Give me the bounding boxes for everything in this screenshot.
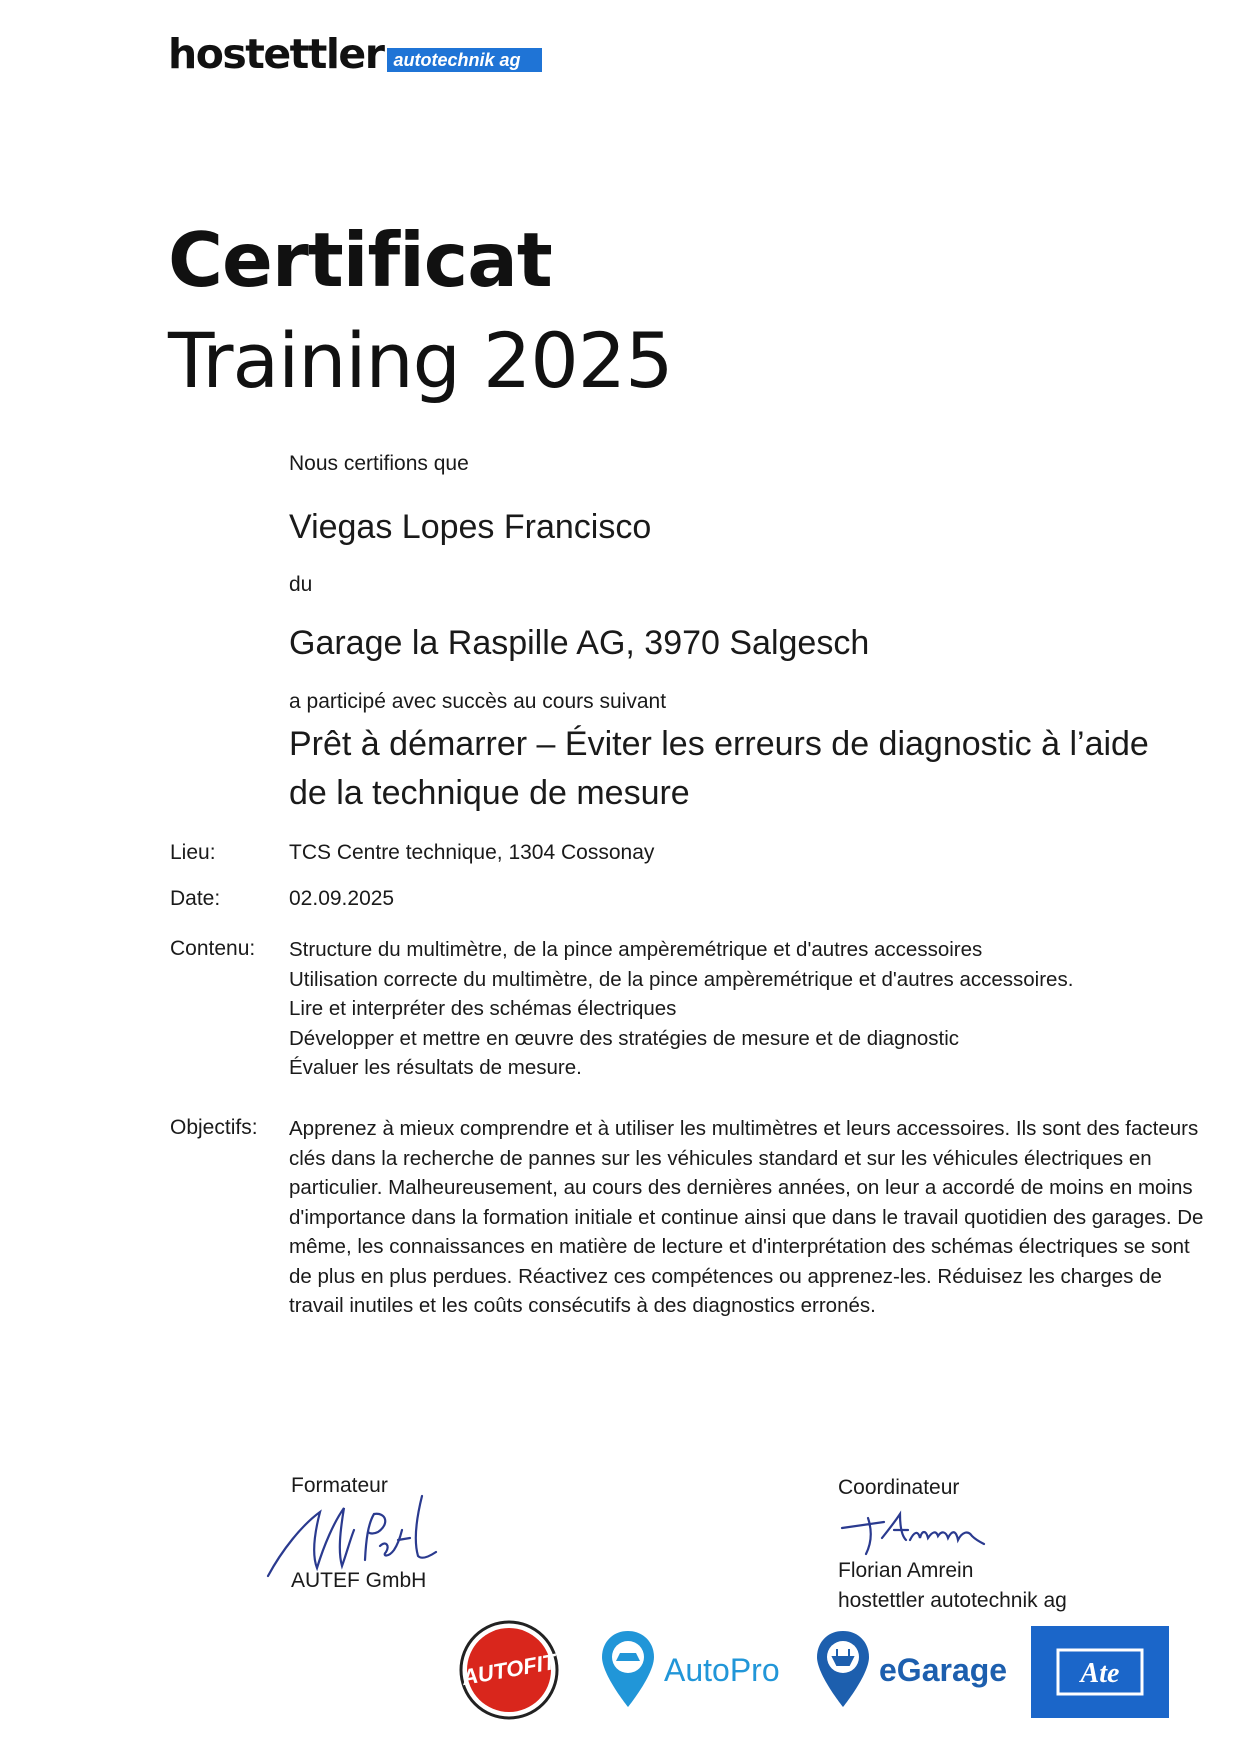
content-item: Évaluer les résultats de mesure. [289, 1056, 582, 1079]
intro-text: Nous certifions que [289, 452, 469, 475]
egarage-name: eGarage [879, 1651, 1008, 1688]
participation-text: a participé avec succès au cours suivant [289, 690, 667, 713]
svg-text:Ate: Ate [1080, 1658, 1120, 1689]
of-label: du [289, 573, 313, 596]
content-item: Développer et mettre en œuvre des stratégies de mesure et de diagnostic [289, 1026, 960, 1050]
ate-emblem [1050, 1642, 1150, 1702]
participant-name: Viegas Lopes Francisco [289, 508, 652, 546]
content-item: Utilisation correcte du multimètre, de la pince ampèremétrique et d'autres accessoires. [289, 967, 1074, 991]
content-list [289, 935, 1209, 1083]
coordinator-label: Coordinateur [838, 1476, 960, 1499]
autopro-name: AutoPro [664, 1651, 780, 1688]
location-pin-icon [600, 1629, 656, 1711]
location-value: TCS Centre technique, 1304 Cossonay [289, 841, 655, 864]
coordinator-name: Florian Amrein [838, 1559, 974, 1582]
ate-logo [1031, 1626, 1169, 1718]
objectives-text: Apprenez à mieux comprendre et à utiliser les multimètres et leurs accessoires. Ils sont des facteurs clés dans la recherche de pannes sur les véhicules standard et sur les véhicules électriques en particulier. Malheureusement, au cours des dernières années, on leur a accordé de moins en moins d'importance dans la formation initiale et continue ainsi que dans le travail quotidien des garages. De même, les connaissances en matière de lecture et d'interprétation des schémas électriques se sont de plus en plus perdues. Réactivez ces compétences ou apprenez-les. Réduisez les charges de travail inutiles et les coûts consécutifs à des diagnostics erronés. [289, 1117, 1204, 1317]
company-name: Garage la Raspille AG, 3970 Salgesch [289, 624, 870, 662]
trainer-organization: AUTEF GmbH [291, 1569, 427, 1592]
coordinator-organization: hostettler autotechnik ag [838, 1589, 1067, 1612]
autofit-logo [459, 1620, 559, 1720]
certificate-subtitle: Training 2025 [168, 316, 673, 405]
coordinator-signature [838, 1500, 998, 1560]
location-label: Lieu: [170, 841, 216, 864]
svg-text:AUTOFIT: AUTOFIT [460, 1648, 558, 1691]
objectives-label: Objectifs: [170, 1116, 258, 1139]
content-item: Lire et interpréter des schémas électriques [289, 997, 677, 1020]
brand-logo [168, 32, 542, 76]
date-value: 02.09.2025 [289, 887, 395, 910]
autopro-logo [600, 1628, 780, 1712]
content-label: Contenu: [170, 937, 256, 960]
date-label: Date: [170, 887, 221, 910]
egarage-logo [815, 1628, 1007, 1712]
brand-name: hostettler [168, 30, 384, 78]
course-title: Prêt à démarrer – Éviter les erreurs de diagnostic à l’aide de la technique de mesure [289, 725, 1149, 812]
content-item: Structure du multimètre, de la pince ampèremétrique et d'autres accessoires [289, 938, 983, 961]
plug-pin-icon [815, 1629, 871, 1711]
trainer-label: Formateur [291, 1474, 388, 1497]
certificate-title: Certificat [168, 216, 552, 304]
brand-tagline: autotechnik ag [387, 48, 542, 72]
